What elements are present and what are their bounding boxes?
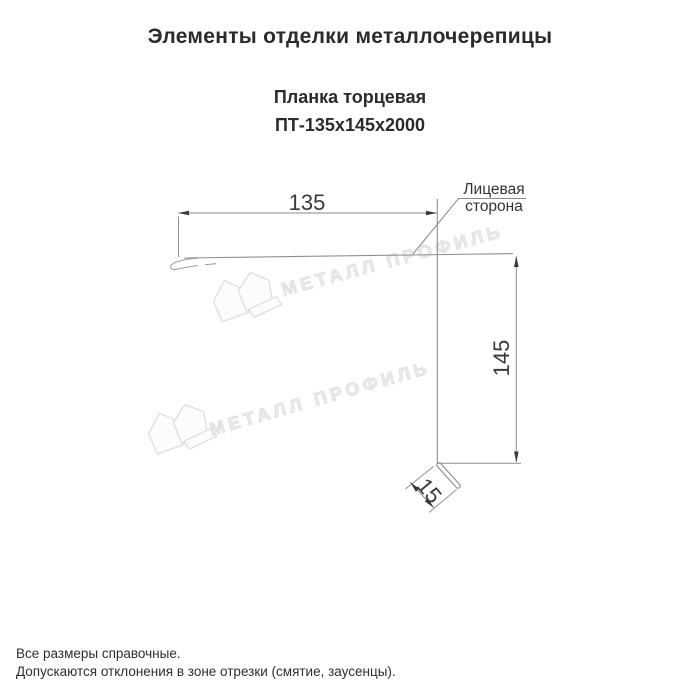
product-model: ПТ-135х145х2000 xyxy=(274,115,426,135)
footer-notes xyxy=(16,645,396,680)
profile-top-flange-line xyxy=(184,254,513,258)
watermark-text-upper: МЕТАЛЛ ПРОФИЛЬ xyxy=(279,221,506,300)
dim-135-label: 135 xyxy=(288,190,326,215)
dim-15-label: 15 xyxy=(411,473,447,509)
face-side-label-line2: сторона xyxy=(465,197,523,215)
profile-bottom-flange-core xyxy=(439,465,458,486)
dim-145-label: 145 xyxy=(489,339,514,377)
footer-note-2: Допускаются отклонения в зоне отрезки (смятие, заусенцы). xyxy=(16,663,396,679)
watermark-text-lower: МЕТАЛЛ ПРОФИЛЬ xyxy=(207,357,433,440)
face-side-label xyxy=(458,182,530,215)
page-title: Элементы отделки металлочерепицы xyxy=(147,25,553,48)
footer-note-1: Все размеры справочные. xyxy=(16,646,181,661)
product-name: Планка торцевая xyxy=(273,87,427,107)
face-side-label-line1: Лицевая xyxy=(463,181,525,198)
profile-left-hem xyxy=(171,258,216,269)
